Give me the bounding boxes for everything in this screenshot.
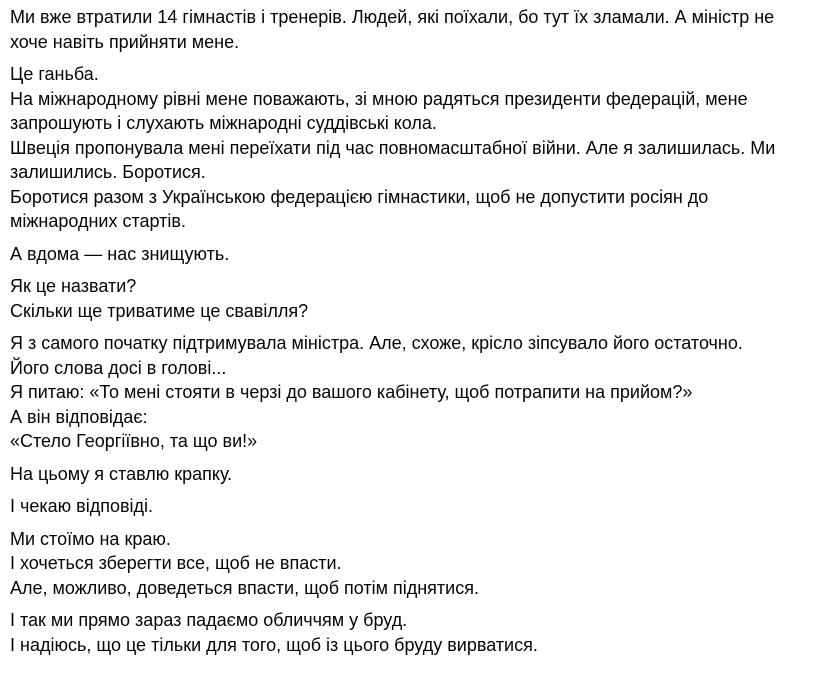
paragraph [10,494,820,519]
text-line: Ми стоїмо на краю. [10,528,171,549]
paragraph [10,274,820,323]
paragraph [10,608,820,657]
text-line: Скільки ще триватиме це свавілля? [10,300,309,321]
text-line: хоче навіть прийняти мене. [10,31,240,52]
text-line: «Стело Георгіївно, та що ви!» [10,431,258,451]
text-line: А він відповідає: [10,406,148,427]
text-line: На міжнародному рівні мене поважають, зі мною радяться президенти федерацій, мене [10,88,748,109]
text-line: міжнародних стартів. [10,211,186,231]
paragraph [10,242,820,267]
text-line: Як це назвати? [10,276,137,296]
paragraph [10,462,820,487]
text-line: І чекаю відповіді. [10,496,154,516]
text-line: Це ганьба. [10,64,99,84]
text-line: І хочеться зберегти все, щоб не впасти. [10,553,342,573]
text-line: Ми вже втратили 14 гімнастів і тренерів. Людей, які поїхали, бо тут їх зламали. А міністр не [10,7,775,27]
text-line: І так ми прямо зараз падаємо обличчям у бруд. [10,610,408,630]
paragraph [10,5,820,54]
text-line: Його слова досі в голові... [10,357,227,378]
text-line: залишились. Боротися. [10,162,206,182]
paragraph [10,62,820,234]
paragraph [10,331,820,454]
text-line: І надіюсь, що це тільки для того, щоб із цього бруду вирватися. [10,634,538,655]
text-line: Боротися разом з Українською федерацією гімнастики, щоб не допустити росіян до [10,186,709,207]
paragraph [10,527,820,601]
text-line: А вдома — нас знищують. [10,243,230,264]
text-line: Швеція пропонувала мені переїхати під час повномасштабної війни. Але я залишилась. Ми [10,137,776,158]
text-line: На цьому я ставлю крапку. [10,463,233,484]
text-line: запрошують і слухають міжнародні суддівські кола. [10,113,437,133]
text-line: Я питаю: «То мені стояти в черзі до вашого кабінету, щоб потрапити на прийом?» [10,382,693,402]
text-line: Я з самого початку підтримувала міністра. Але, схоже, крісло зіпсувало його остаточно. [10,333,743,353]
text-line: Але, можливо, доведеться впасти, щоб потім піднятися. [10,577,479,598]
